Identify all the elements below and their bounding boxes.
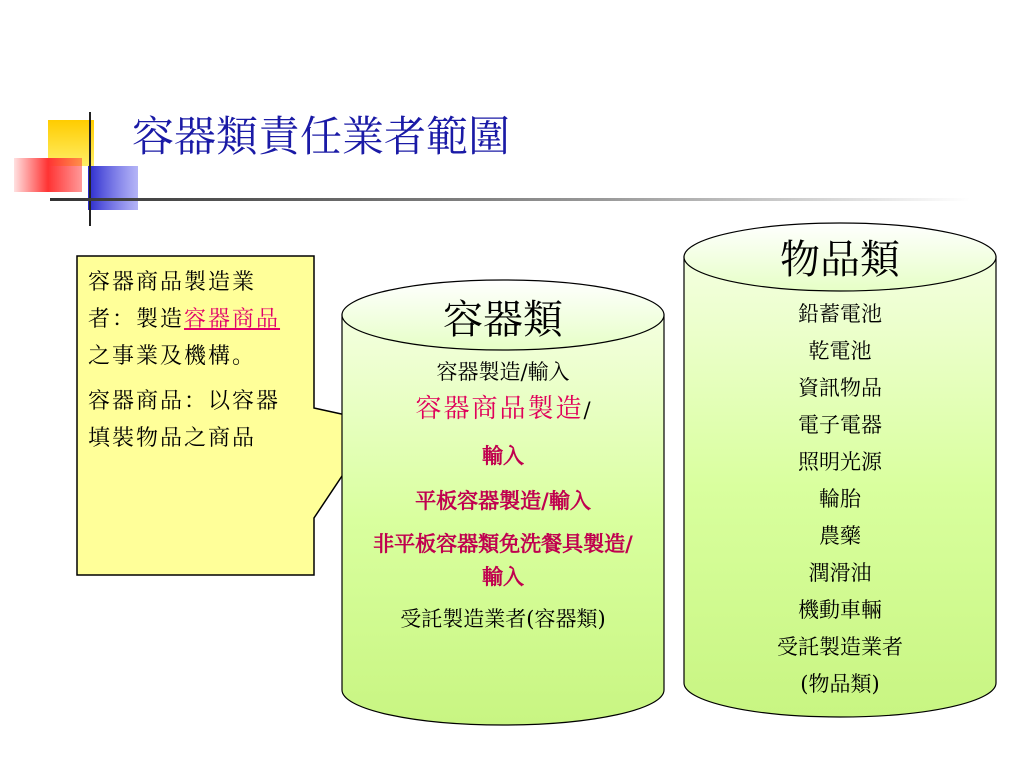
list-item: 輸入 — [482, 443, 524, 468]
list-item: 機動車輛 — [798, 598, 882, 622]
list-item: 鉛蓄電池 — [798, 302, 882, 326]
list-item: 電子電器 — [798, 413, 882, 437]
list-item-suffix: / — [583, 398, 591, 422]
list-item: 乾電池 — [808, 339, 872, 363]
callout-highlight-term: 容器商品 — [184, 307, 281, 332]
callout-text-part: 之事業及機構。 — [88, 344, 257, 369]
goods-cylinder-list — [684, 296, 996, 703]
list-item: (物品類) — [800, 672, 880, 696]
callout-text-part: 容器商品製造業者：製造 — [88, 270, 257, 332]
list-item: 輪胎 — [819, 487, 861, 511]
list-item: 容器製造/輸入 — [436, 360, 570, 384]
list-item: 受託製造業者 — [777, 635, 903, 659]
highlight-term: 容器商品製造 — [415, 394, 584, 424]
callout-definition-product: 容器商品：以容器填裝物品之商品 — [88, 389, 281, 451]
list-item: 潤滑油 — [808, 561, 872, 585]
callout-definition-manufacturer — [88, 264, 300, 375]
list-item: 資訊物品 — [798, 376, 882, 400]
list-item: 非平板容器類免洗餐具製造/輸入 — [373, 531, 633, 589]
list-item — [340, 391, 666, 429]
list-item: 照明光源 — [798, 450, 882, 474]
title-rule — [50, 198, 970, 201]
callout-text — [88, 264, 300, 457]
list-item: 受託製造業者(容器類) — [400, 607, 606, 631]
page-title: 容器類責任業者範圍 — [132, 112, 511, 161]
container-cylinder-title: 容器類 — [443, 297, 563, 343]
container-cylinder-list — [340, 354, 666, 638]
list-item: 農藥 — [819, 524, 861, 548]
goods-cylinder-title: 物品類 — [780, 237, 900, 283]
logo-icon — [14, 112, 138, 226]
list-item: 平板容器製造/輸入 — [415, 488, 591, 513]
